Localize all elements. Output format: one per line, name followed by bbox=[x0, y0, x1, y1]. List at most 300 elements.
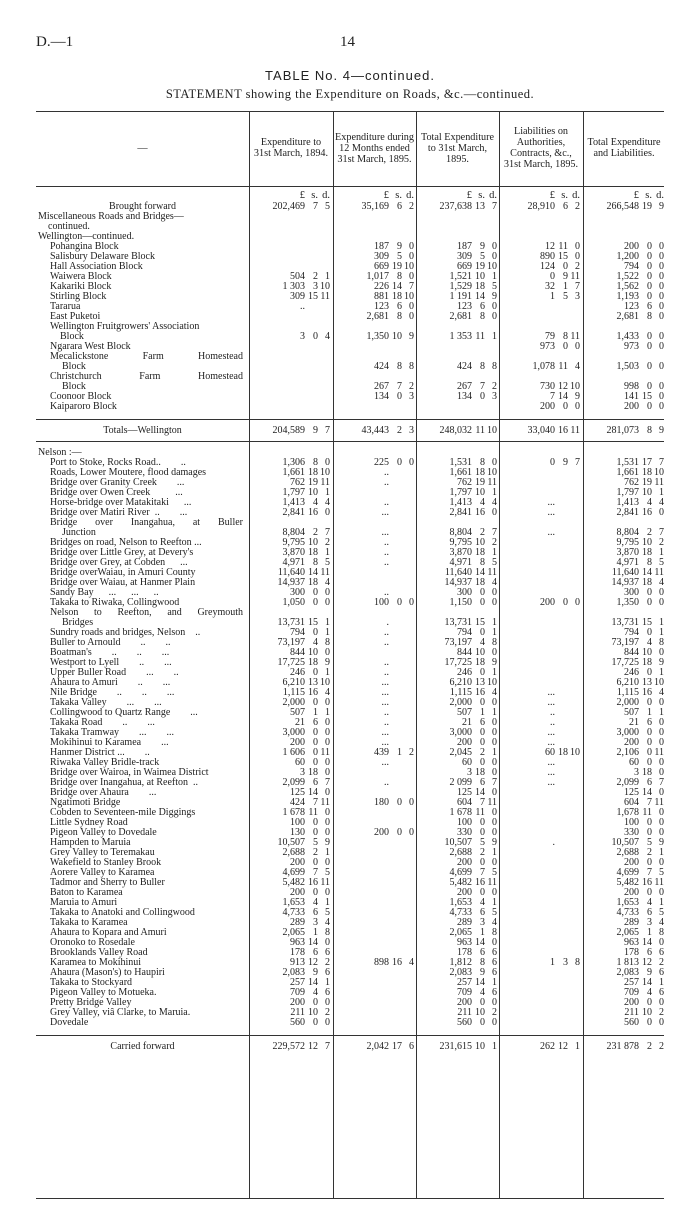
amount-pounds: 200 bbox=[624, 737, 639, 748]
amount-pence: 9 bbox=[492, 657, 497, 668]
amount-pounds: 2,083 bbox=[282, 967, 305, 978]
amount-pounds: 3,870 bbox=[282, 547, 305, 558]
amount-pence: 11 bbox=[654, 477, 664, 488]
amount-cell bbox=[351, 1042, 414, 1052]
amount-cell bbox=[351, 708, 414, 718]
amount-shillings: 7 bbox=[480, 867, 485, 878]
amount-pounds: 507 bbox=[624, 707, 639, 718]
amount-pence: 1 bbox=[492, 271, 497, 282]
amount-pounds: .. bbox=[384, 537, 389, 548]
amount-pounds: 8,804 bbox=[449, 527, 472, 538]
currency-unit-shilling: s. bbox=[311, 190, 318, 201]
amount-pence: 1 bbox=[492, 707, 497, 718]
amount-pence: 0 bbox=[659, 241, 664, 252]
amount-shillings: 9 bbox=[563, 457, 568, 468]
amount-shillings: 5 bbox=[397, 251, 402, 262]
amount-shillings: 2 bbox=[397, 425, 402, 436]
amount-pence: 1 bbox=[659, 627, 664, 638]
amount-cell bbox=[351, 828, 414, 838]
amount-pounds: 4,699 bbox=[616, 867, 639, 878]
row-label: Bridge over Grey, at Cobden ... bbox=[50, 557, 188, 568]
amount-shillings: 14 bbox=[475, 787, 485, 798]
amount-shillings: 10 bbox=[475, 1007, 485, 1018]
amount-pounds: 141 bbox=[624, 391, 639, 402]
amount-shillings: 18 bbox=[475, 577, 485, 588]
amount-pence: 0 bbox=[409, 311, 414, 322]
amount-pence: 6 bbox=[325, 947, 330, 958]
amount-shillings: 4 bbox=[647, 637, 652, 648]
amount-shillings: 11 bbox=[475, 331, 485, 342]
amount-pounds: 11,640 bbox=[611, 567, 639, 578]
amount-pounds: ... bbox=[381, 507, 389, 518]
amount-pounds: 2,106 bbox=[616, 747, 639, 758]
amount-pounds: 28,910 bbox=[527, 201, 555, 212]
amount-pence: 2 bbox=[409, 201, 414, 212]
amount-pounds: 913 bbox=[290, 957, 305, 968]
currency-unit-pound: £ bbox=[299, 190, 305, 201]
amount-pounds: 844 bbox=[290, 647, 305, 658]
amount-shillings: 18 bbox=[642, 767, 652, 778]
amount-pounds: 3 bbox=[467, 767, 472, 778]
amount-pence: 8 bbox=[659, 927, 664, 938]
amount-shillings: 8 bbox=[397, 311, 402, 322]
amount-pence: 0 bbox=[659, 587, 664, 598]
table-title: TABLE No. 4—continued. bbox=[265, 68, 435, 83]
amount-pence: 1 bbox=[659, 897, 664, 908]
total-row bbox=[0, 1042, 700, 1052]
amount-shillings: 12 bbox=[642, 957, 652, 968]
amount-pounds: 2,681 bbox=[449, 311, 472, 322]
amount-pounds: 4,699 bbox=[282, 867, 305, 878]
amount-shillings: 0 bbox=[313, 331, 318, 342]
amount-pounds: 21 bbox=[462, 717, 472, 728]
amount-pounds: 79 bbox=[545, 331, 555, 342]
row-label: Takaka to Riwaka, Collingwood bbox=[50, 597, 180, 608]
amount-shillings: 8 bbox=[563, 331, 568, 342]
amount-pounds: .. bbox=[384, 627, 389, 638]
column-header-expenditure-1894: Expenditure to 31st March, 1894. bbox=[253, 137, 329, 159]
amount-shillings: 0 bbox=[313, 667, 318, 678]
amount-pence: 8 bbox=[575, 957, 580, 968]
amount-shillings: 10 bbox=[392, 331, 402, 342]
amount-pounds: 0 bbox=[550, 271, 555, 282]
amount-pence: 0 bbox=[659, 737, 664, 748]
amount-pence: 5 bbox=[492, 557, 497, 568]
amount-shillings: 14 bbox=[558, 391, 568, 402]
amount-pence: 7 bbox=[325, 527, 330, 538]
amount-pence: 5 bbox=[659, 867, 664, 878]
amount-pounds: 998 bbox=[624, 381, 639, 392]
amount-shillings: 14 bbox=[308, 567, 318, 578]
amount-pounds: 1,653 bbox=[616, 897, 639, 908]
amount-pounds: 60 bbox=[629, 757, 639, 768]
amount-pence: 0 bbox=[325, 507, 330, 518]
amount-shillings: 14 bbox=[642, 787, 652, 798]
amount-pence: 10 bbox=[654, 467, 664, 478]
row-label: Bridge over Waiau, at Hanmer Plain bbox=[50, 577, 196, 588]
amount-pence: 2 bbox=[409, 747, 414, 758]
amount-pence: 0 bbox=[409, 827, 414, 838]
amount-pence: 2 bbox=[409, 381, 414, 392]
amount-shillings: 8 bbox=[480, 557, 485, 568]
amount-pounds: 267 bbox=[457, 381, 472, 392]
amount-shillings: 0 bbox=[313, 737, 318, 748]
amount-pence: 7 bbox=[492, 527, 497, 538]
amount-shillings: 0 bbox=[397, 597, 402, 608]
amount-pounds: 211 bbox=[624, 1007, 639, 1018]
row-label: Waiwera Block bbox=[50, 271, 112, 282]
amount-pounds: 225 bbox=[374, 457, 389, 468]
amount-pounds: 2,065 bbox=[282, 927, 305, 938]
amount-pounds: 604 bbox=[457, 797, 472, 808]
amount-pence: 0 bbox=[325, 1017, 330, 1028]
amount-pence: 10 bbox=[320, 281, 330, 292]
amount-pence: 11 bbox=[654, 877, 664, 888]
amount-shillings: 0 bbox=[313, 587, 318, 598]
amount-cell bbox=[267, 302, 330, 312]
amount-shillings: 14 bbox=[475, 937, 485, 948]
amount-cell bbox=[517, 426, 580, 436]
currency-unit-pound: £ bbox=[383, 190, 389, 201]
amount-pence: 8 bbox=[659, 637, 664, 648]
amount-shillings: 6 bbox=[647, 301, 652, 312]
amount-shillings: 0 bbox=[647, 727, 652, 738]
amount-pounds: 2,841 bbox=[449, 507, 472, 518]
amount-pence: 5 bbox=[659, 557, 664, 568]
amount-pounds: ... bbox=[381, 677, 389, 688]
amount-cell bbox=[517, 342, 580, 352]
amount-pence: 11 bbox=[320, 567, 330, 578]
amount-pence: 0 bbox=[659, 697, 664, 708]
amount-pounds: 890 bbox=[540, 251, 555, 262]
amount-pence: 7 bbox=[325, 425, 330, 436]
amount-shillings: 16 bbox=[308, 687, 318, 698]
amount-shillings: 2 bbox=[647, 1041, 652, 1052]
row-label: Bridge over Owen Creek ... bbox=[50, 487, 183, 498]
row-label: Upper Buller Road ... .. bbox=[50, 667, 179, 678]
table-row bbox=[0, 372, 700, 392]
amount-pounds: 1,017 bbox=[366, 271, 389, 282]
amount-shillings: 14 bbox=[392, 281, 402, 292]
amount-pence: 8 bbox=[492, 361, 497, 372]
amount-shillings: 1 bbox=[397, 747, 402, 758]
amount-pounds: 134 bbox=[374, 391, 389, 402]
amount-pounds: 200 bbox=[624, 401, 639, 412]
amount-pounds: 9,795 bbox=[616, 537, 639, 548]
amount-pounds: 2,065 bbox=[449, 927, 472, 938]
amount-shillings: 4 bbox=[480, 897, 485, 908]
row-label: Grey Valley, viâ Clarke, to Maruia. bbox=[50, 1007, 191, 1018]
amount-pounds: 14,937 bbox=[444, 577, 472, 588]
amount-pounds: 604 bbox=[624, 797, 639, 808]
amount-pence: 6 bbox=[325, 987, 330, 998]
row-label: Kaiparoro Block bbox=[50, 401, 117, 412]
amount-pence: 4 bbox=[325, 687, 330, 698]
amount-pounds: ... bbox=[547, 697, 555, 708]
amount-pounds: 2,688 bbox=[282, 847, 305, 858]
amount-pence: 0 bbox=[659, 301, 664, 312]
amount-pounds: 669 bbox=[457, 261, 472, 272]
amount-pence: 5 bbox=[325, 557, 330, 568]
amount-shillings: 0 bbox=[480, 697, 485, 708]
amount-cell bbox=[434, 362, 497, 372]
amount-shillings: 12 bbox=[308, 1041, 318, 1052]
amount-pence: 10 bbox=[487, 261, 497, 272]
amount-shillings: 6 bbox=[480, 907, 485, 918]
amount-pence: 9 bbox=[659, 425, 664, 436]
row-label: Takaka to Karamea bbox=[50, 917, 128, 928]
currency-unit-pence: d. bbox=[322, 190, 330, 201]
amount-shillings: 0 bbox=[313, 697, 318, 708]
amount-pounds: 1,413 bbox=[282, 497, 305, 508]
amount-pence: 5 bbox=[325, 201, 330, 212]
amount-cell bbox=[601, 758, 664, 768]
currency-unit-shilling: s. bbox=[478, 190, 485, 201]
amount-pounds: 180 bbox=[374, 797, 389, 808]
amount-pence: 0 bbox=[492, 587, 497, 598]
row-label: Bridges on road, Nelson to Reefton ... bbox=[50, 537, 202, 548]
amount-pounds: 10,507 bbox=[611, 837, 639, 848]
column-header-total-with-liabilities: Total Expenditure and Liabilities. bbox=[587, 137, 661, 159]
row-label: Wellington Fruitgrowers' Association Block bbox=[50, 321, 200, 342]
amount-cell bbox=[351, 312, 414, 322]
column-header-total-expenditure-1895: Total Expenditure to 31st March, 1895. bbox=[420, 131, 495, 165]
amount-pounds: 1,653 bbox=[449, 897, 472, 908]
amount-pence: 0 bbox=[409, 597, 414, 608]
amount-shillings: 5 bbox=[647, 837, 652, 848]
amount-pounds: ... bbox=[547, 497, 555, 508]
amount-shillings: 0 bbox=[313, 827, 318, 838]
amount-pounds: 14,937 bbox=[277, 577, 305, 588]
amount-shillings: 16 bbox=[558, 425, 568, 436]
amount-shillings: 18 bbox=[642, 467, 652, 478]
amount-pence: 1 bbox=[325, 897, 330, 908]
amount-pence: 0 bbox=[409, 241, 414, 252]
amount-pounds: 5,482 bbox=[449, 877, 472, 888]
amount-pence: 0 bbox=[659, 857, 664, 868]
amount-shillings: 10 bbox=[308, 647, 318, 658]
amount-pounds: .. bbox=[384, 467, 389, 478]
row-label: Pigeon Valley to Motueka. bbox=[50, 987, 157, 998]
amount-pence: 0 bbox=[409, 797, 414, 808]
amount-pence: 0 bbox=[325, 457, 330, 468]
amount-pence: 1 bbox=[325, 487, 330, 498]
amount-pence: 11 bbox=[570, 425, 580, 436]
amount-shillings: 0 bbox=[313, 997, 318, 1008]
amount-pounds: 3,000 bbox=[282, 727, 305, 738]
amount-pounds: . bbox=[386, 617, 389, 628]
amount-pence: 7 bbox=[575, 457, 580, 468]
amount-shillings: 9 bbox=[647, 967, 652, 978]
amount-pounds: 200 bbox=[457, 737, 472, 748]
amount-cell bbox=[601, 1018, 664, 1028]
amount-pence: 2 bbox=[575, 261, 580, 272]
amount-pounds: 794 bbox=[624, 261, 639, 272]
row-label: Bridge over Inangahua, at Reefton .. bbox=[50, 777, 199, 788]
amount-shillings: 7 bbox=[647, 867, 652, 878]
amount-shillings: 0 bbox=[647, 241, 652, 252]
amount-shillings: 0 bbox=[313, 597, 318, 608]
amount-cell bbox=[267, 426, 330, 436]
amount-pounds: 1 678 bbox=[449, 807, 472, 818]
amount-shillings: 15 bbox=[308, 617, 318, 628]
amount-pounds: 1,350 bbox=[366, 331, 389, 342]
amount-pounds: 246 bbox=[457, 667, 472, 678]
amount-pounds: 17,725 bbox=[277, 657, 305, 668]
row-label: Tadmor and Sherry to Buller bbox=[50, 877, 165, 888]
row-label: Little Sydney Road bbox=[50, 817, 128, 828]
amount-shillings: 14 bbox=[642, 937, 652, 948]
amount-shillings: 0 bbox=[647, 667, 652, 678]
amount-pounds: 560 bbox=[624, 1017, 639, 1028]
amount-cell bbox=[517, 362, 580, 372]
amount-cell bbox=[517, 708, 580, 718]
amount-shillings: 0 bbox=[397, 391, 402, 402]
amount-pence: 0 bbox=[492, 717, 497, 728]
row-label: Bridge overWaiau, in Amuri County bbox=[50, 567, 196, 578]
amount-pence: 1 bbox=[492, 1041, 497, 1052]
amount-shillings: 4 bbox=[313, 897, 318, 908]
amount-pence: 8 bbox=[492, 637, 497, 648]
amount-pence: 2 bbox=[659, 1041, 664, 1052]
currency-unit-pence: d. bbox=[489, 190, 497, 201]
amount-pounds: 21 bbox=[295, 717, 305, 728]
amount-cell bbox=[434, 1042, 497, 1052]
table-row bbox=[0, 1018, 700, 1028]
amount-pence: 1 bbox=[325, 271, 330, 282]
row-label: Hall Association Block bbox=[50, 261, 143, 272]
amount-pounds: 200 bbox=[624, 997, 639, 1008]
amount-pounds: 507 bbox=[290, 707, 305, 718]
amount-shillings: 0 bbox=[563, 341, 568, 352]
amount-pounds: 266,548 bbox=[606, 201, 639, 212]
amount-shillings: 10 bbox=[642, 1007, 652, 1018]
amount-cell bbox=[351, 618, 414, 628]
table-bottom-rule bbox=[36, 1198, 664, 1199]
amount-pence: 0 bbox=[325, 787, 330, 798]
amount-shillings: 11 bbox=[475, 807, 485, 818]
amount-pence: 5 bbox=[659, 907, 664, 918]
amount-pounds: 2,000 bbox=[449, 697, 472, 708]
amount-shillings: 0 bbox=[647, 737, 652, 748]
amount-pence: 0 bbox=[325, 727, 330, 738]
amount-shillings: 19 bbox=[392, 261, 402, 272]
amount-cell bbox=[267, 508, 330, 518]
amount-shillings: 0 bbox=[480, 627, 485, 638]
amount-shillings: 7 bbox=[647, 797, 652, 808]
row-label: Nelson :— bbox=[38, 447, 82, 458]
amount-shillings: 18 bbox=[642, 657, 652, 668]
amount-pence: 0 bbox=[325, 887, 330, 898]
amount-pounds: 1,562 bbox=[616, 281, 639, 292]
amount-pounds: 669 bbox=[374, 261, 389, 272]
amount-shillings: 2 bbox=[480, 747, 485, 758]
row-label: Grey Valley to Teremakau bbox=[50, 847, 155, 858]
amount-pounds: ... bbox=[381, 727, 389, 738]
amount-cell bbox=[601, 402, 664, 412]
amount-pounds: 60 bbox=[295, 757, 305, 768]
amount-cell bbox=[517, 838, 580, 848]
amount-pounds: 9,795 bbox=[449, 537, 472, 548]
amount-shillings: 4 bbox=[480, 637, 485, 648]
amount-cell bbox=[517, 202, 580, 212]
amount-shillings: 0 bbox=[647, 251, 652, 262]
amount-pence: 0 bbox=[575, 401, 580, 412]
table-row bbox=[0, 322, 700, 342]
column-header-expenditure-12-months: Expenditure during 12 Months ended 31st March, 1895. bbox=[335, 131, 414, 165]
amount-pounds: 973 bbox=[624, 341, 639, 352]
amount-pounds: 2,099 bbox=[282, 777, 305, 788]
column-header-liabilities: Liabilities on Authorities, Contracts, &c., 31st March, 1895. bbox=[503, 126, 579, 170]
amount-pence: 0 bbox=[659, 281, 664, 292]
amount-shillings: 12 bbox=[558, 1041, 568, 1052]
table-row bbox=[0, 212, 700, 232]
amount-pence: 0 bbox=[575, 341, 580, 352]
amount-pounds: 424 bbox=[374, 361, 389, 372]
amount-shillings: 19 bbox=[308, 477, 318, 488]
amount-shillings: 9 bbox=[313, 425, 318, 436]
amount-pence: 0 bbox=[325, 597, 330, 608]
amount-pounds: 200 bbox=[374, 827, 389, 838]
amount-pounds: 2,045 bbox=[449, 747, 472, 758]
amount-pence: 0 bbox=[659, 727, 664, 738]
amount-pounds: 1 303 bbox=[282, 281, 305, 292]
amount-pounds: .. bbox=[550, 717, 555, 728]
table-row bbox=[0, 1008, 700, 1018]
amount-pounds: 200 bbox=[457, 857, 472, 868]
amount-cell bbox=[517, 598, 580, 608]
row-label: Totals—Wellington bbox=[103, 425, 182, 436]
amount-shillings: 12 bbox=[558, 381, 568, 392]
amount-shillings: 11 bbox=[475, 425, 485, 436]
amount-pence: 1 bbox=[492, 977, 497, 988]
amount-cell bbox=[517, 402, 580, 412]
amount-pence: 9 bbox=[659, 201, 664, 212]
amount-pence: 1 bbox=[492, 331, 497, 342]
amount-shillings: 0 bbox=[313, 757, 318, 768]
row-label: Pohangina Block bbox=[50, 241, 119, 252]
amount-shillings: 6 bbox=[397, 201, 402, 212]
amount-pence: 0 bbox=[659, 391, 664, 402]
amount-pounds: 4,971 bbox=[449, 557, 472, 568]
amount-shillings: 7 bbox=[313, 201, 318, 212]
amount-pence: 1 bbox=[659, 547, 664, 558]
header-bottom-rule bbox=[36, 186, 664, 187]
amount-shillings: 10 bbox=[475, 487, 485, 498]
amount-pounds: 123 bbox=[374, 301, 389, 312]
amount-cell bbox=[434, 332, 497, 342]
amount-shillings: 4 bbox=[313, 987, 318, 998]
amount-shillings: 0 bbox=[480, 757, 485, 768]
amount-pence: 0 bbox=[325, 827, 330, 838]
amount-pounds: 2,681 bbox=[616, 311, 639, 322]
amount-pence: 1 bbox=[492, 547, 497, 558]
amount-shillings: 11 bbox=[308, 807, 318, 818]
amount-pounds: 257 bbox=[290, 977, 305, 988]
amount-pounds: 1 678 bbox=[282, 807, 305, 818]
table-row bbox=[0, 402, 700, 412]
amount-shillings: 0 bbox=[647, 1017, 652, 1028]
row-label: Takaka to Stockyard bbox=[50, 977, 133, 988]
amount-shillings: 6 bbox=[313, 717, 318, 728]
amount-shillings: 0 bbox=[480, 727, 485, 738]
row-label: Sandy Bay ... ... .. bbox=[50, 587, 159, 598]
row-label: Roads, Lower Moutere, flood damages bbox=[50, 467, 207, 478]
amount-shillings: 0 bbox=[647, 827, 652, 838]
amount-pounds: .. bbox=[550, 707, 555, 718]
table-row bbox=[0, 292, 700, 302]
amount-pounds: 1,531 bbox=[616, 457, 639, 468]
